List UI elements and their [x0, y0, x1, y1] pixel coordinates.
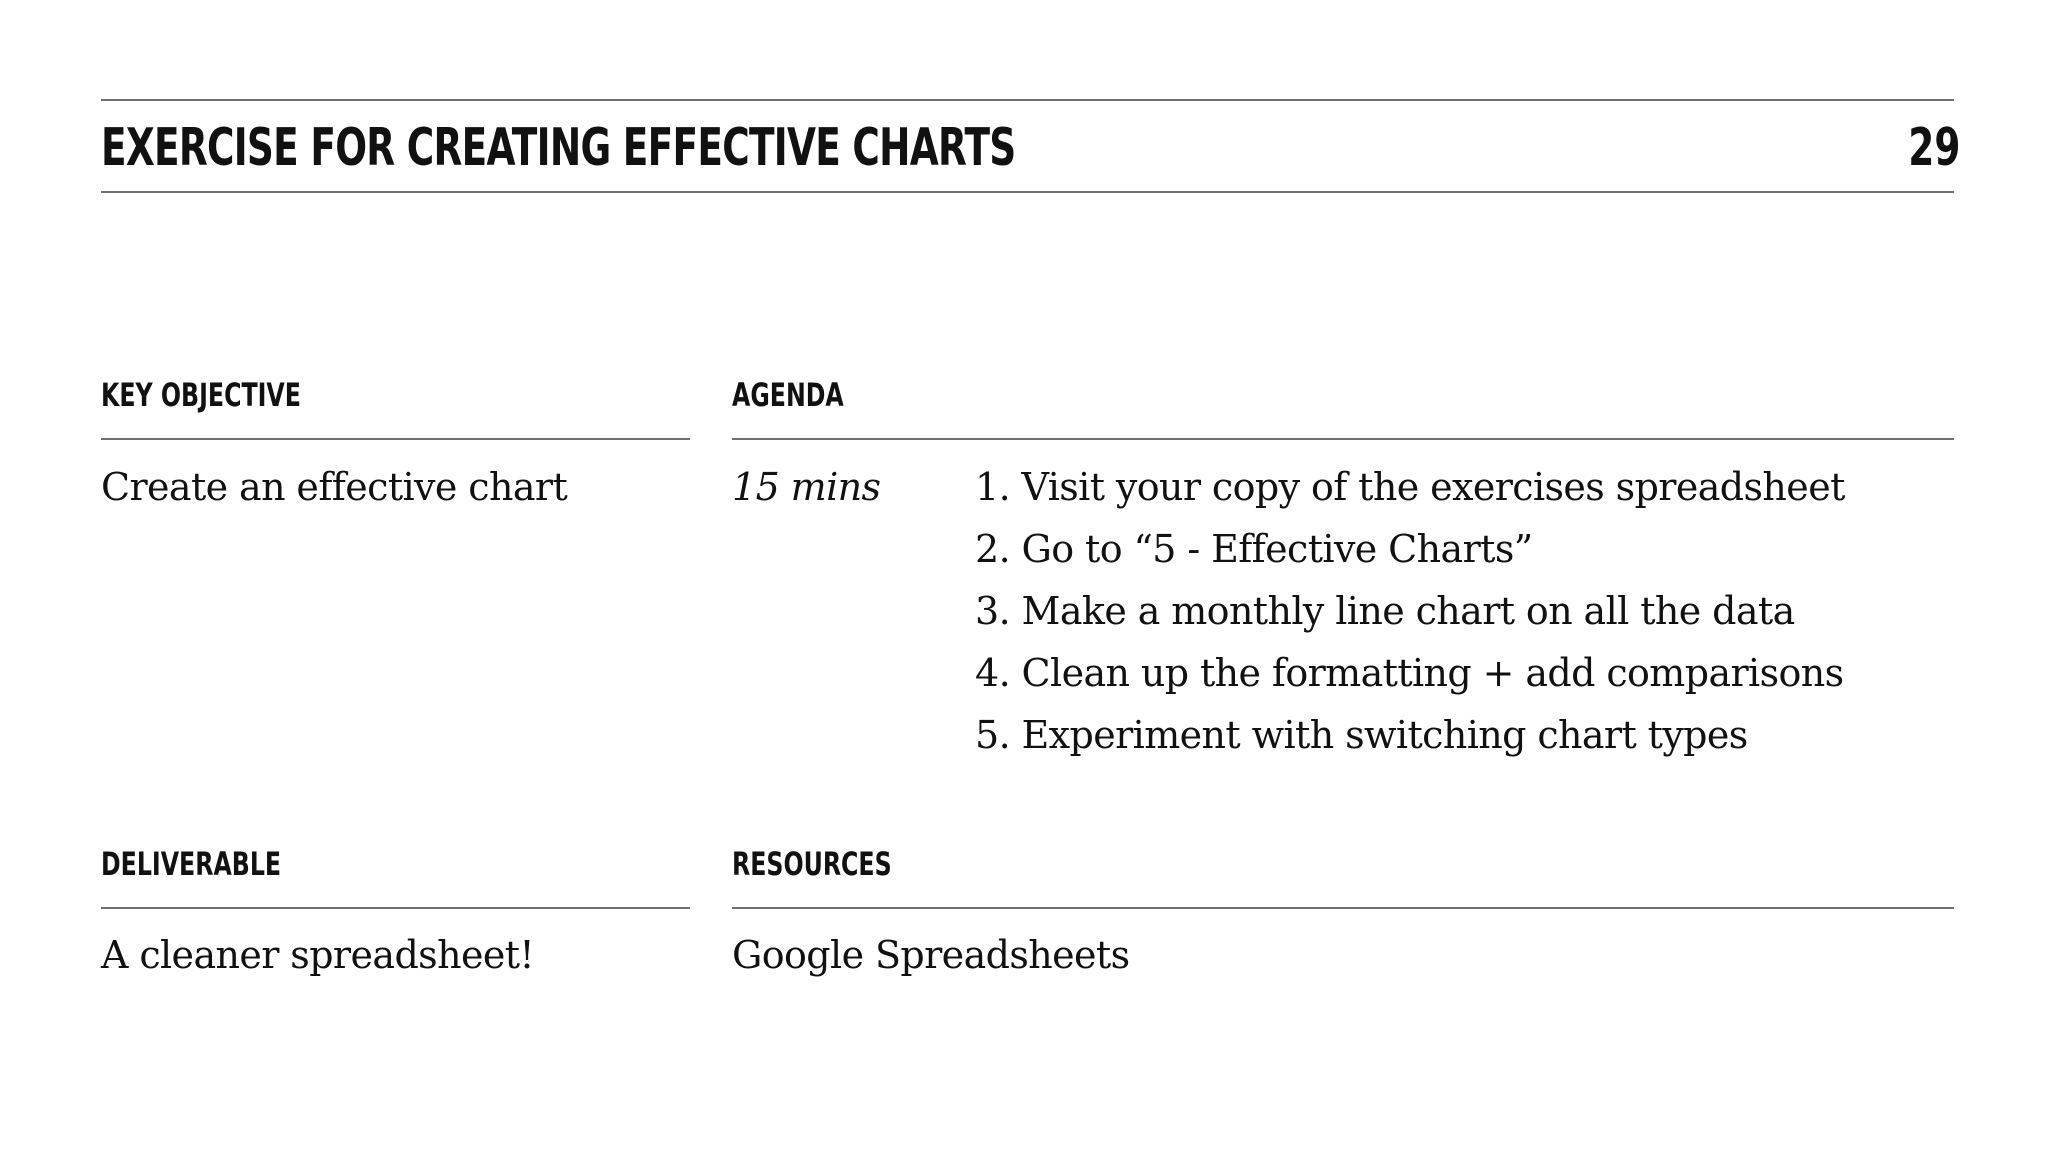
resources-heading: RESOURCES	[732, 845, 892, 883]
resources-rule	[732, 907, 1954, 909]
key-objective-text: Create an effective chart	[101, 465, 568, 509]
agenda-item-4: 4. Clean up the formatting + add comparisons	[975, 651, 1844, 695]
agenda-heading: AGENDA	[732, 376, 844, 414]
header-top-rule	[101, 99, 1954, 101]
agenda-list	[975, 456, 1845, 766]
header-bottom-rule	[101, 191, 1954, 193]
agenda-item-2: 2. Go to “5 - Effective Charts”	[975, 527, 1533, 571]
key-objective-heading: KEY OBJECTIVE	[101, 376, 301, 414]
agenda-rule	[732, 438, 1954, 440]
agenda-item-5: 5. Experiment with switching chart types	[975, 713, 1748, 757]
agenda-item-3: 3. Make a monthly line chart on all the data	[975, 589, 1795, 633]
deliverable-text: A cleaner spreadsheet!	[101, 933, 535, 977]
deliverable-rule	[101, 907, 690, 909]
key-objective-rule	[101, 438, 690, 440]
page-title: EXERCISE FOR CREATING EFFECTIVE CHARTS	[101, 118, 1016, 178]
deliverable-heading: DELIVERABLE	[101, 845, 282, 883]
agenda-duration: 15 mins	[732, 465, 881, 509]
page-number: 29	[1907, 118, 1960, 178]
resources-text: Google Spreadsheets	[732, 933, 1130, 977]
agenda-item-1: 1. Visit your copy of the exercises spreadsheet	[975, 465, 1845, 509]
